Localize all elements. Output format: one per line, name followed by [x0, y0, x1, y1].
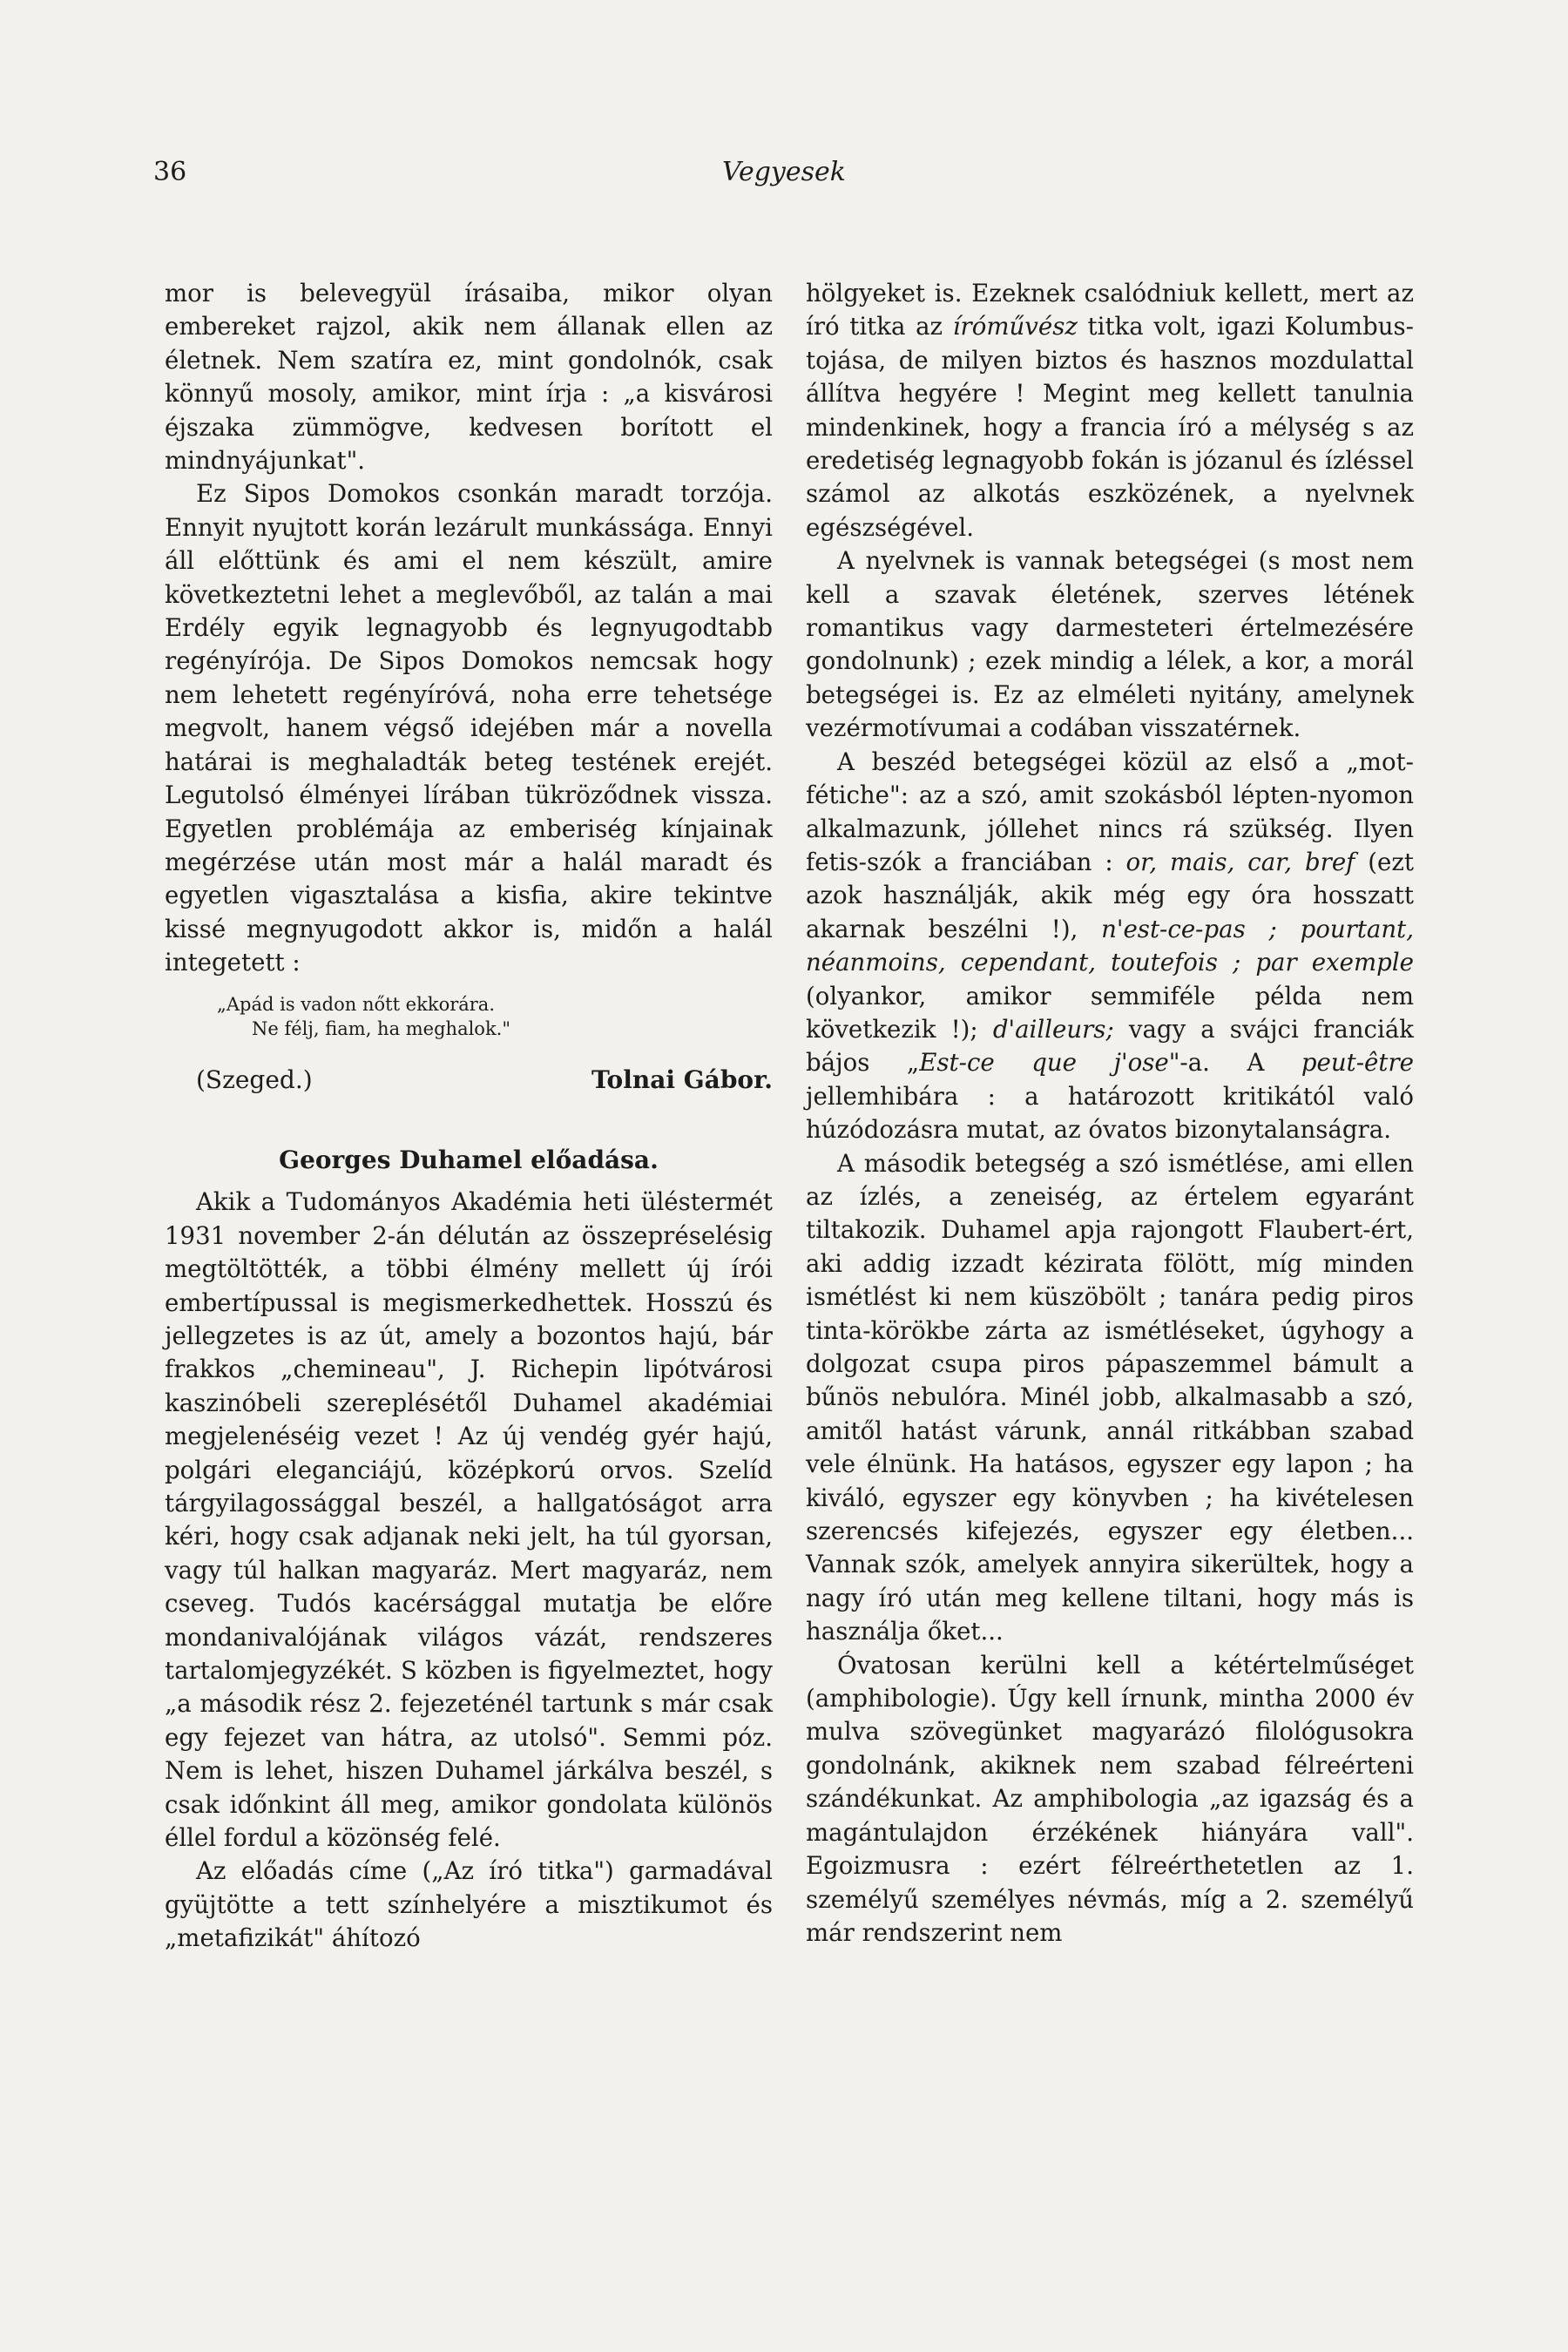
text-run: vagy a svájci franciák bájos „ — [806, 1014, 1414, 1078]
paragraph: A nyelvnek is vannak betegségei (s most nem kell a szavak életének, szerves létének romantikus vagy darmesteteri értelmezésére gondolnunk) ; ezek mindig a lélek, a kor, a morál betegségei is. Ez az elméleti nyitány, amelynek vezérmotívumai a codában visszatérnek. — [806, 546, 1414, 743]
paragraph — [806, 277, 1414, 544]
signature-author: Tolnai Gábor. — [591, 1064, 773, 1094]
poem-line: Ne félj, fiam, ha meghalok." — [252, 1017, 511, 1039]
italic-term: n'est-ce-pas ; pourtant, néanmoins, cependant, toutefois ; par exemple — [806, 914, 1414, 977]
paragraph — [806, 746, 1414, 1147]
paragraph: Akik a Tudományos Akadémia heti üléstermét 1931 november 2-án délután az összepréselésig megtöltötték, a többi élmény mellett új írói embertípussal is megismerkedhettek. Hosszú és jellegzetes is az út, amely a bozontos hajú, bár frakkos „chemineau", J. Richepin lipótvárosi kaszinóbeli szereplésétől Duhamel akadémiai megjelenéséig vezet ! Az új vendég gyér hajú, polgári eleganciájú, középkorú orvos. Szelíd tárgyilagossággal beszél, a hallgatóságot arra kéri, hogy csak adjanak neki jelt, ha túl gyorsan, vagy túl halkan magyaráz. Mert magyaráz, nem cseveg. Tudós kacérsággal mutatja be előre mondanivalójának világos vázát, rendszeres tartalomjegyzékét. S közben is figyelmeztet, hogy „a második rész 2. fejezeténél tartunk s már csak egy fejezet van hátra, az utolsó". Semmi póz. Nem is lehet, hiszen Duhamel járkálva beszél, s csak időnkint áll meg, amikor gondolata különös éllel fordul a közönség felé. — [165, 1187, 773, 1853]
poem-line: „Apád is vadon nőtt ekkorára. — [217, 993, 495, 1015]
paragraph: Ez Sipos Domokos csonkán maradt torzója. Ennyit nyujtott korán lezárult munkássága. Ennyi áll előttünk és ami el nem készült, amire következtetni lehet a meglevőből, az talán a mai Erdély egyik legnagyobb és legnyugodtabb regényírója. De Sipos Domokos nemcsak hogy nem lehetett regényíróvá, noha erre tehetsége megvolt, hanem végső idejében már a novella határai is meghaladták beteg testének erejét. Legutolsó élményei lírában tükröződnek vissza. Egyetlen problémája az emberiség kínjainak megérzése után most már a halál maradt és egyetlen vigasztalása a kisfia, akire tekintve kissé megnyugodott akkor is, midőn a halál integetett : — [165, 479, 773, 977]
running-title: Vegyesek — [722, 157, 846, 187]
text-run: "-a. A — [1168, 1048, 1301, 1078]
text-run: (ezt azok használják, akik még egy óra hosszatt akarnak beszélni !), — [806, 847, 1414, 943]
left-column — [165, 277, 773, 1956]
italic-term: peut-être — [1301, 1048, 1414, 1078]
signature-place: (Szeged.) — [196, 1064, 313, 1094]
right-column — [806, 277, 1414, 1950]
text-run: titka volt, igazi Kolumbus-tojása, de milyen biztos és hasznos mozdulattal állítva hegyére ! Megint meg kellett tanulnia mindenkinek, hogy a francia író a mélység s az eredetiség legnagyobb fokán is józanul és ízléssel számol az alkotás eszközének, a nyelvnek egészségével. — [806, 312, 1414, 542]
italic-term: d'ailleurs; — [992, 1014, 1114, 1044]
text-run: A beszéd betegségei közül az első a „mot-fétiche": az a szó, amit szokásból lépten-nyomon alkalmazunk, jóllehet nincs rá szükség. Ilyen fetis-szók a franciában : — [806, 747, 1414, 876]
paragraph: Az előadás címe („Az író titka") garmadával gyüjtötte a tett színhelyére a misztikumot és „metafizikát" áhítozó — [165, 1856, 773, 1953]
paragraph: mor is belevegyül írásaiba, mikor olyan embereket rajzol, akik nem állanak ellen az életnek. Nem szatíra ez, mint gondolnók, csak könnyű mosoly, amikor, mint írja : „a kisvárosi éjszaka zümmögve, kedvesen borított el mindnyájunkat". — [165, 279, 773, 476]
section-title: Georges Duhamel előadása. — [279, 1145, 659, 1174]
text-run: hölgyeket is. Ezeknek csalódniuk kellett, mert az író titka az — [806, 279, 1414, 341]
paragraph: Óvatosan kerülni kell a kétértelműséget (amphibologie). Úgy kell írnunk, mintha 2000 év mulva szövegünket magyarázó filológusokra gondolnánk, akiknek nem szabad félreérteni szándékunkat. Az amphibologia „az igazság és a magántulajdon érzékének hiányára vall". Egoizmusra : ezért félreérthetetlen az 1. személyű személyes névmás, míg a 2. személyű már rendszerint nem — [806, 1650, 1414, 1947]
text-run: (olyankor, amikor semmiféle példa nem következik !); — [806, 981, 1414, 1044]
poem-quote — [217, 992, 773, 1041]
page-header — [0, 157, 1568, 200]
signature-row — [165, 1064, 773, 1097]
page-number: 36 — [153, 157, 187, 187]
italic-term: or, mais, car, bref — [1125, 847, 1355, 876]
italic-term: Est-ce que j'ose — [919, 1048, 1169, 1078]
paragraph: A második betegség a szó ismétlése, ami ellen az ízlés, a zeneiség, az értelem egyaránt tiltakozik. Duhamel apja rajongott Flaubert-ért, aki addig izzadt kézirata fölött, míg minden ismétlést ki nem küszöbölt ; tanára pedig piros tinta-körökbe zárta az ismétléseket, úgyhogy a dolgozat csupa piros pápaszemmel bámult a bűnös nebulóra. Minél jobb, alkalmasabb a szó, amitől hatást várunk, annál ritkábban szabad vele élnünk. Ha hatásos, egyszer egy lapon ; ha kiváló, egyszer egy könyvben ; ha kivételesen szerencsés kifejezés, egyszer egy életben... Vannak szók, amelyek annyira sikerültek, hogy a nagy író után meg kellene tiltani, hogy más is használja őket... — [806, 1148, 1414, 1646]
italic-term: íróművész — [952, 312, 1078, 341]
text-run: jellemhibára : a határozott kritikától való húzódozásra mutat, az óvatos bizonytalanságra. — [806, 1081, 1414, 1145]
